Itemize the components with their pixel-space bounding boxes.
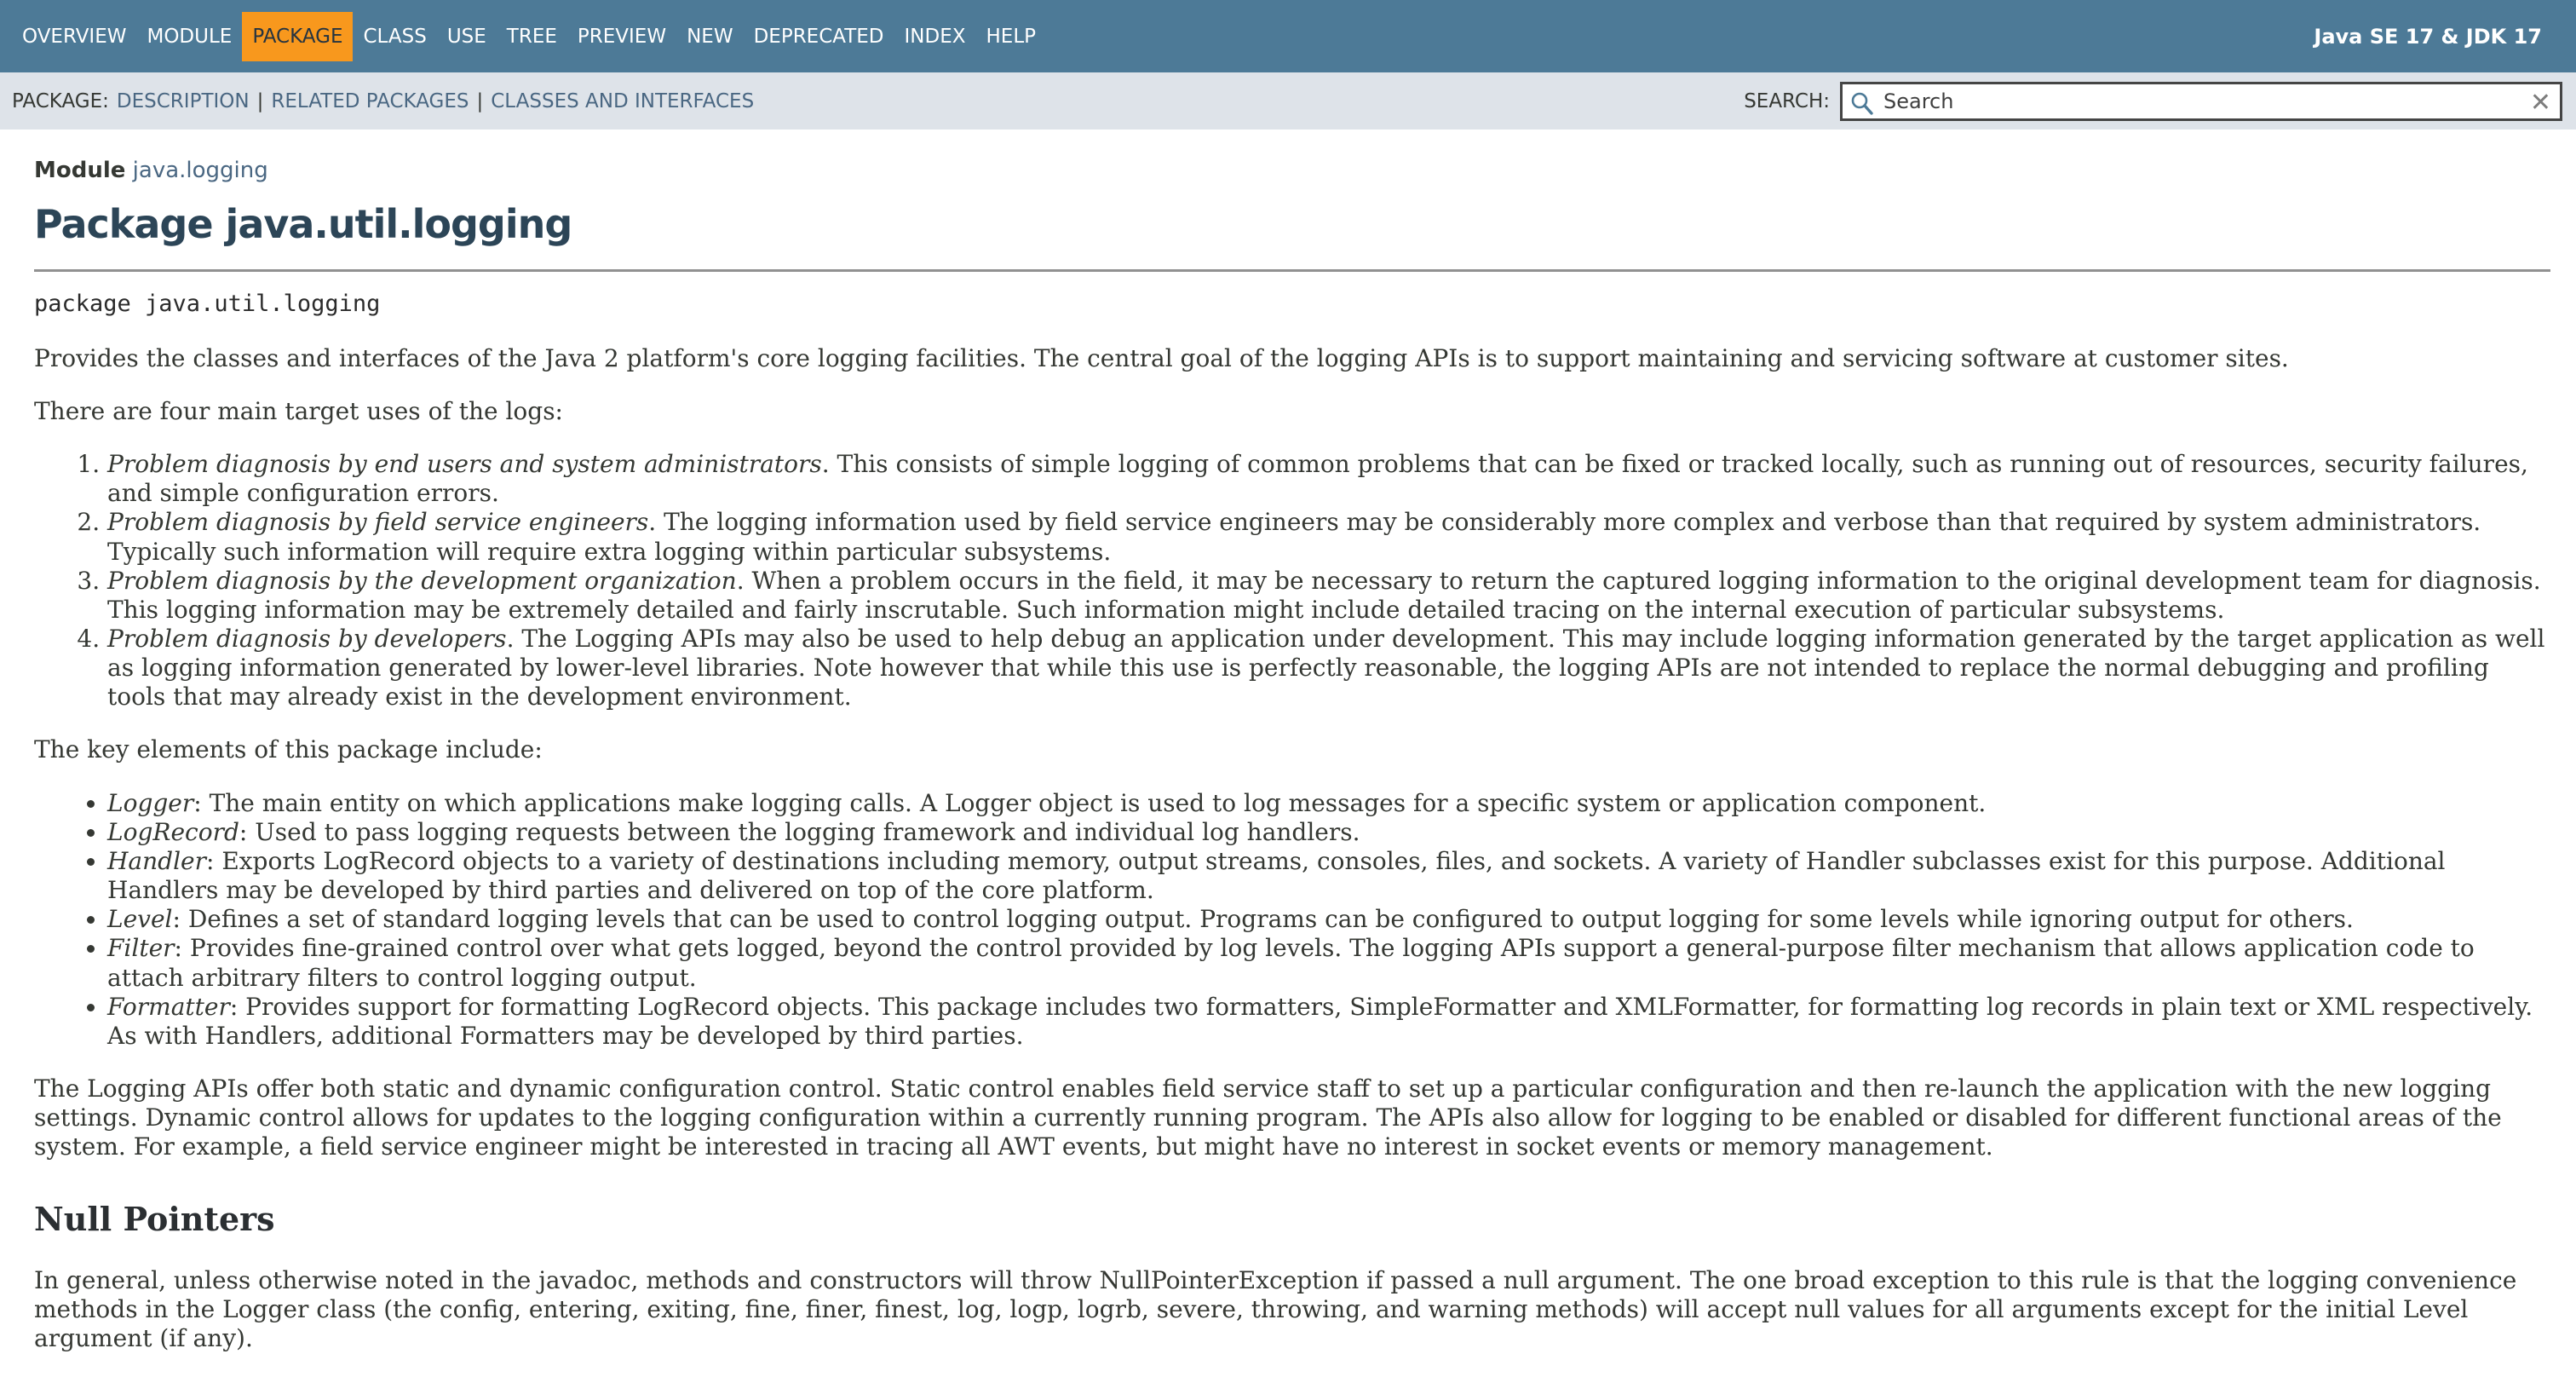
nav-item-tree[interactable]: TREE: [506, 25, 557, 48]
nav-item-help[interactable]: HELP: [986, 25, 1037, 48]
element-text: : Provides support for formatting LogRecord objects. This package includes two formatters, SimpleFormatter and XMLFormatter, for formatting log records in plain text or XML respectively. As with Handlers, additional Formatters may be developed by third parties.: [107, 992, 2533, 1050]
element-term: Handler: [107, 846, 206, 875]
key-elements-list: [34, 789, 2550, 1051]
top-navigation-bar: [0, 0, 2576, 72]
key-elements-intro-paragraph: The key elements of this package include:: [34, 735, 543, 764]
nav-item-preview[interactable]: PREVIEW: [577, 25, 667, 48]
sub-navigation-bar: [0, 72, 2576, 130]
nav-item-package[interactable]: PACKAGE: [242, 12, 353, 61]
element-text: : Used to pass logging requests between the logging framework and individual log handlers.: [239, 817, 1360, 846]
search-label: SEARCH:: [1744, 89, 1830, 112]
use-case-text: . When a problem occurs in the field, it may be necessary to return the captured logging information to the original development team for diagnosis. This logging information may be extremely detailed and fairly inscrutable. Such information might include detailed tracing on the internal execution of particular subsystems.: [107, 566, 2541, 624]
intro-paragraph: Provides the classes and interfaces of the Java 2 platform's core logging facilities. The central goal of the logging APIs is to support maintaining and servicing software at customer sites.: [34, 343, 2289, 372]
subnav-separator: |: [256, 89, 264, 112]
list-item: [107, 993, 2550, 1051]
search-input[interactable]: [1843, 84, 2560, 118]
element-term: Level: [107, 905, 173, 934]
package-signature: package java.util.logging: [34, 290, 381, 317]
list-item: [107, 625, 2550, 712]
nav-item-module[interactable]: MODULE: [147, 25, 233, 48]
uses-intro-paragraph: There are four main target uses of the logs:: [34, 396, 563, 425]
element-term: LogRecord: [107, 817, 239, 846]
list-item: [107, 847, 2550, 905]
element-term: Formatter: [107, 992, 230, 1021]
list-item: [107, 567, 2550, 625]
nav-item-use[interactable]: USE: [446, 25, 486, 48]
use-case-text: . The Logging APIs may also be used to help debug an application under development. This may include logging information generated by the target application as well as logging information generated by lower-level libraries. Note however that while this use is perfectly reasonable, the logging APIs are not intended to replace the normal debugging and profiling tools that may already exist in the development environment.: [107, 625, 2545, 712]
element-text: : Defines a set of standard logging levels that can be used to control logging output. Programs can be configured to output logging for some levels while ignoring output for others.: [172, 905, 2354, 934]
java-version-label: Java SE 17 & JDK 17: [2314, 24, 2542, 49]
subnav-links: [12, 90, 754, 112]
main-nav-list: [12, 12, 1046, 61]
element-term: Filter: [107, 934, 175, 963]
use-case-text: . The logging information used by field service engineers may be considerably more complex and verbose than that required by system administrators. Typically such information will require extra logging within particular subsystems.: [107, 508, 2481, 566]
list-item: [107, 508, 2550, 566]
search-area: [1744, 82, 2562, 121]
module-link[interactable]: java.logging: [132, 158, 268, 183]
subnav-link-classes-and-interfaces[interactable]: CLASSES AND INTERFACES: [491, 89, 755, 112]
nav-item-index[interactable]: INDEX: [904, 25, 966, 48]
nav-item-new[interactable]: NEW: [687, 25, 733, 48]
list-item: [107, 818, 2550, 847]
use-case-term: Problem diagnosis by the development organization: [107, 566, 737, 595]
use-case-term: Problem diagnosis by developers: [107, 625, 507, 654]
search-icon: [1849, 90, 1875, 116]
use-case-term: Problem diagnosis by field service engineers: [107, 508, 649, 537]
null-pointers-paragraph: In general, unless otherwise noted in the javadoc, methods and constructors will throw NullPointerException if passed a null argument. The one broad exception to this rule is that the logging convenience methods in the Logger class (the config, entering, exiting, fine, finer, finest, log, logp, logrb, severe, throwing, and warning methods) will accept null values for all arguments except for the initial Level argument (if any).: [34, 1265, 2517, 1353]
list-item: [107, 789, 2550, 818]
package-description-page: [0, 130, 2576, 1353]
module-line: [34, 158, 2550, 185]
subnav-link-related-packages[interactable]: RELATED PACKAGES: [271, 89, 469, 112]
subnav-prefix-label: PACKAGE:: [12, 89, 109, 112]
title-divider: [34, 269, 2550, 272]
use-case-text: . This consists of simple logging of common problems that can be fixed or tracked locally, such as running out of resources, security failures, and simple configuration errors.: [107, 450, 2528, 508]
null-pointers-heading: Null Pointers: [34, 1199, 275, 1238]
list-item: [107, 934, 2550, 992]
subnav-separator: |: [476, 89, 484, 112]
element-text: : Provides fine-grained control over what gets logged, beyond the control provided by log levels. The logging APIs support a general-purpose filter mechanism that allows application code to attach arbitrary filters to control logging output.: [107, 934, 2475, 992]
list-item: [107, 450, 2550, 508]
nav-item-deprecated[interactable]: DEPRECATED: [753, 25, 884, 48]
module-label: Module: [34, 158, 126, 183]
element-text: : The main entity on which applications make logging calls. A Logger object is used to log messages for a specific system or application component.: [193, 788, 1987, 817]
page-title: Package java.util.logging: [34, 200, 572, 247]
element-term: Logger: [107, 788, 194, 817]
target-uses-list: [34, 450, 2550, 712]
subnav-link-description[interactable]: DESCRIPTION: [116, 89, 250, 112]
use-case-term: Problem diagnosis by end users and system administrators: [107, 450, 822, 479]
list-item: [107, 905, 2550, 934]
nav-item-overview[interactable]: OVERVIEW: [22, 25, 127, 48]
search-box: [1840, 82, 2562, 121]
nav-item-class[interactable]: CLASS: [363, 25, 427, 48]
configuration-paragraph: The Logging APIs offer both static and dynamic configuration control. Static control enables field service staff to set up a particular configuration and then re-launch the application with the new logging settings. Dynamic control allows for updates to the logging configuration within a currently running program. The APIs also allow for logging to be enabled or disabled for different functional areas of the system. For example, a field service engineer might be interested in tracing all AWT events, but might have no interest in socket events or memory management.: [34, 1075, 2502, 1161]
element-text: : Exports LogRecord objects to a variety of destinations including memory, output streams, consoles, files, and sockets. A variety of Handler subclasses exist for this purpose. Additional Handlers may be developed by third parties and delivered on top of the core platform.: [107, 846, 2446, 905]
clear-search-icon[interactable]: ✕: [2529, 87, 2551, 118]
